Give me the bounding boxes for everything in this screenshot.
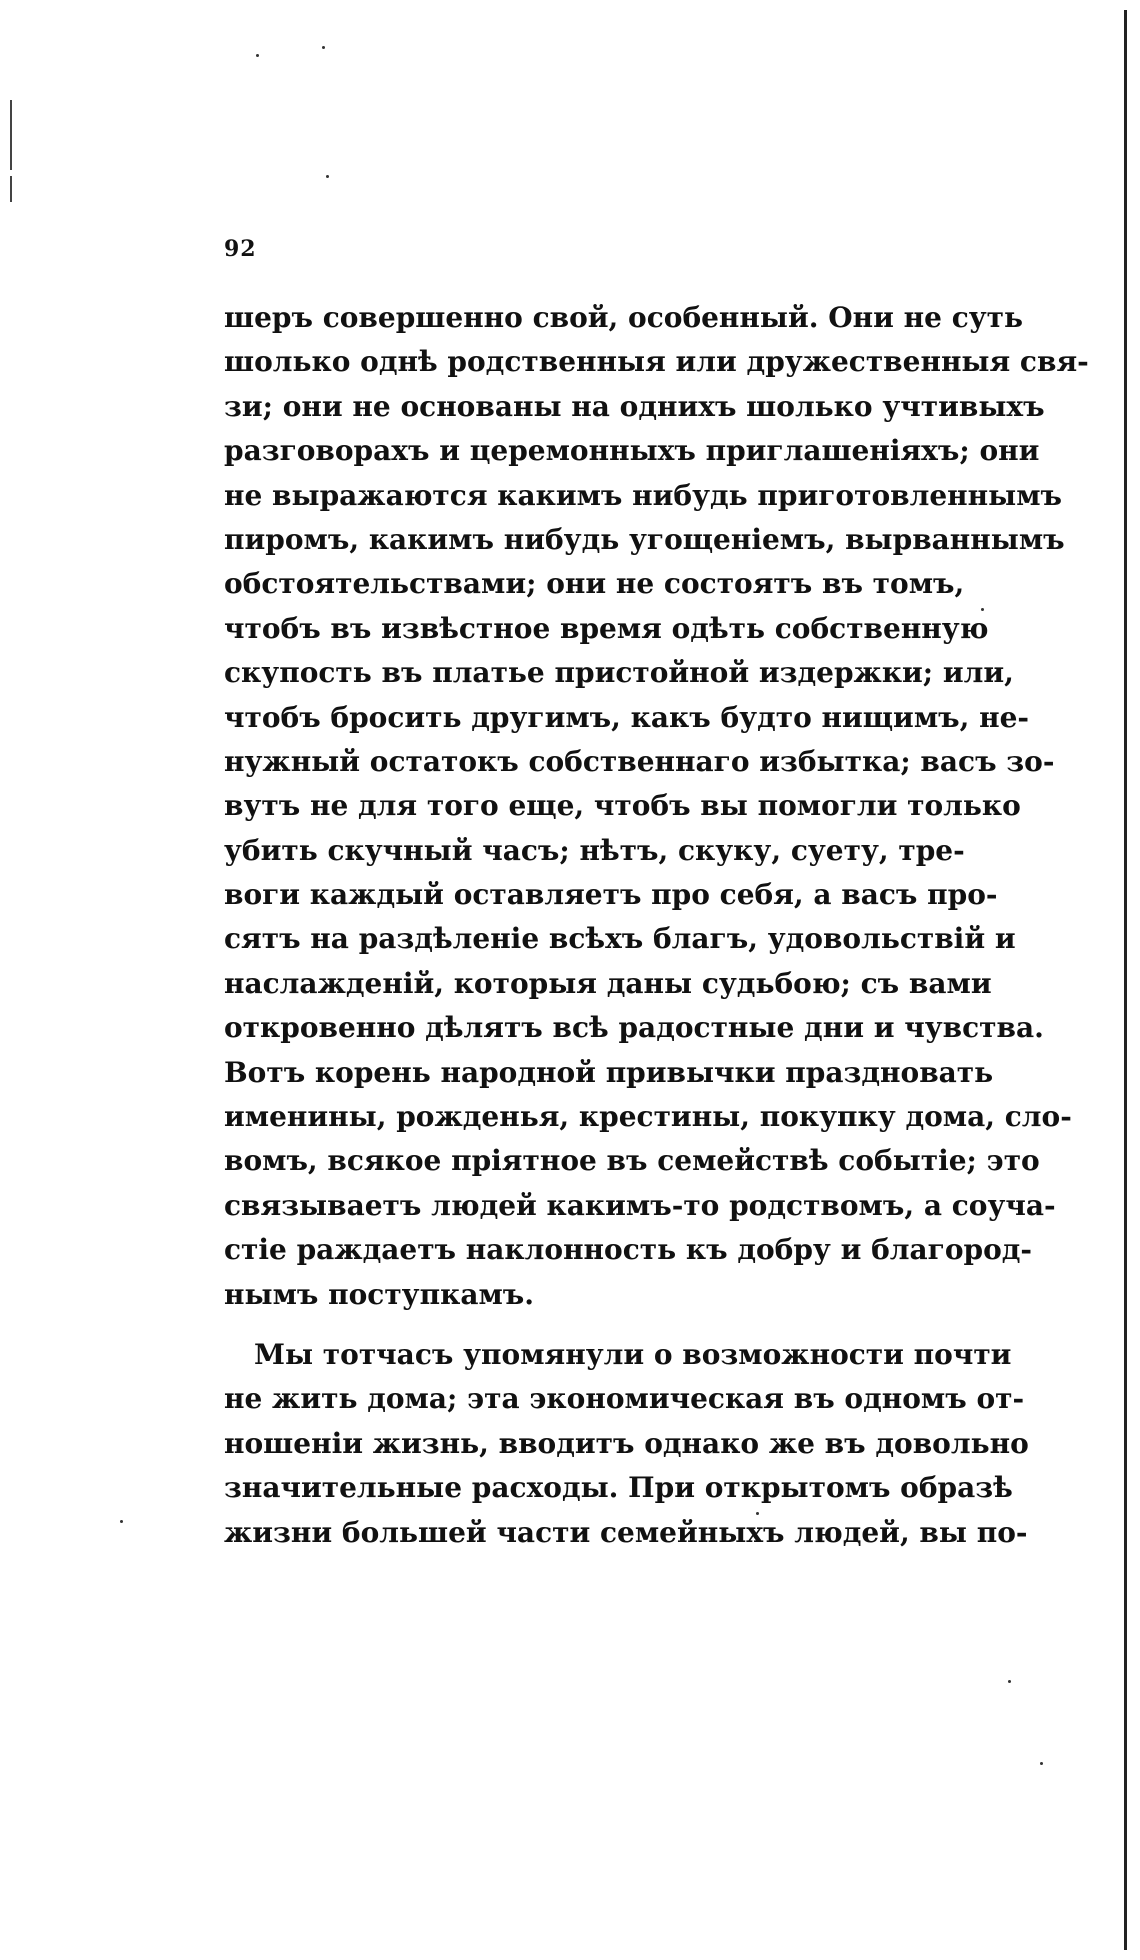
text-line: чтобъ въ извѣстное время одѣть собственную: [224, 611, 989, 645]
text-line: разговорахъ и церемонныхъ приглашеніяхъ; они: [224, 434, 1040, 468]
scan-speck: [256, 54, 259, 57]
text-line: шолько однѣ родственныя или дружественныя свя-: [224, 345, 1089, 379]
text-line: чтобъ бросить другимъ, какъ будто нищимъ, не-: [224, 700, 1030, 734]
scan-speck: [981, 608, 984, 611]
text-line: нужный остатокъ собственнаго избытка; васъ зо-: [224, 744, 1055, 778]
scan-speck: [120, 1520, 123, 1523]
paragraph-gap: [224, 1317, 964, 1333]
text-line: Мы тотчасъ упомянули о возможности почти: [254, 1337, 1012, 1371]
text-line: убить скучный часъ; нѣтъ, скуку, суету, тре-: [224, 833, 965, 867]
text-line: вутъ не для того еще, чтобъ вы помогли только: [224, 789, 1021, 823]
left-edge-mark: [10, 100, 12, 170]
text-line: откровенно дѣлятъ всѣ радостные дни и чувства.: [224, 1011, 1044, 1045]
binding-edge-line: [1124, 10, 1127, 1950]
text-line: воги каждый оставляетъ про себя, а васъ про-: [224, 878, 998, 912]
scan-speck: [322, 46, 325, 49]
text-line: пиромъ, какимъ нибудь угощеніемъ, вырваннымъ: [224, 522, 1065, 556]
body-text: [224, 296, 1089, 1555]
text-line: вомъ, всякое пріятное въ семействѣ событіе; это: [224, 1144, 1040, 1178]
text-line: Вотъ корень народной привычки праздновать: [224, 1055, 994, 1089]
page-number: 92: [224, 236, 257, 262]
scan-speck: [1008, 1680, 1011, 1683]
text-line: нымъ поступкамъ.: [224, 1277, 535, 1311]
text-line: шеръ совершенно свой, особенный. Они не суть: [224, 301, 1024, 334]
text-line: скупость въ платье пристойной издержки; или,: [224, 656, 1014, 690]
text-line: стіе раждаетъ наклонность къ добру и благород-: [224, 1233, 1033, 1267]
scan-speck: [1040, 1762, 1043, 1765]
paragraph: [224, 1333, 1029, 1555]
text-line: именины, рожденья, крестины, покупку дома, сло-: [224, 1100, 1072, 1134]
text-line: сятъ на раздѣленіе всѣхъ благъ, удовольствій и: [224, 922, 1016, 956]
scan-speck: [326, 175, 329, 178]
text-line: связываетъ людей какимъ-то родствомъ, а соуча-: [224, 1188, 1056, 1222]
paragraph: [224, 296, 1089, 1317]
text-line: значительные расходы. При открытомъ образѣ: [224, 1471, 1013, 1505]
text-line: ношеніи жизнь, вводитъ однако же въ довольно: [224, 1426, 1029, 1460]
text-line: не жить дома; эта экономическая въ одномъ от-: [224, 1382, 1025, 1416]
left-edge-mark: [10, 176, 12, 202]
text-line: наслажденій, которыя даны судьбою; съ вами: [224, 966, 992, 1000]
text-line: жизни большей части семейныхъ людей, вы по-: [224, 1515, 1028, 1549]
text-line: зи; они не основаны на однихъ шолько учтивыхъ: [224, 389, 1045, 423]
text-line: обстоятельствами; они не состоятъ въ томъ,: [224, 567, 965, 601]
text-line: не выражаются какимъ нибудь приготовленнымъ: [224, 478, 1063, 512]
